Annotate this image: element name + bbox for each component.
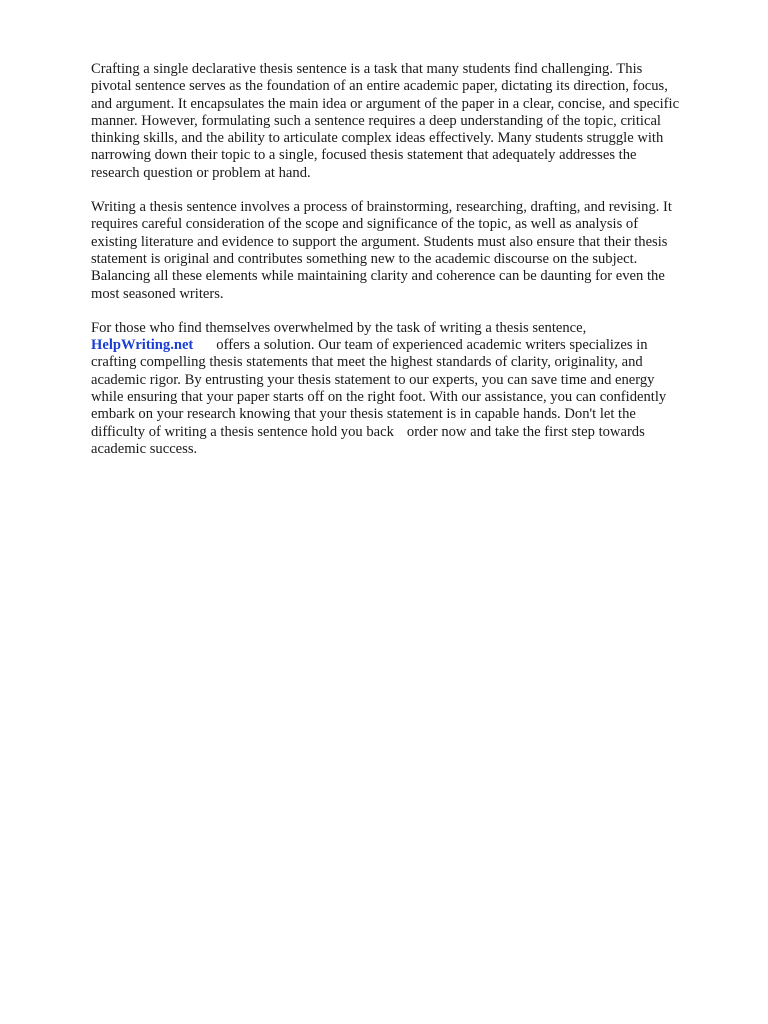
text-line: research question or problem at hand. [91, 164, 311, 181]
text-line: Balancing all these elements while maintaining clarity and coherence can be daunting for even the [91, 268, 665, 285]
text-line: narrowing down their topic to a single, focused thesis statement that adequately addresses the [91, 147, 637, 164]
text-fragment: order now and take the first step towards [406, 423, 645, 440]
text-line: embark on your research knowing that your thesis statement is in capable hands. Don't let the [91, 406, 636, 423]
text-fragment: difficulty of writing a thesis sentence hold you back [91, 423, 394, 440]
text-line: pivotal sentence serves as the foundation of an entire academic paper, dictating its direction, focus, [91, 78, 668, 95]
paragraph-2 [91, 199, 731, 303]
text-line [91, 424, 731, 441]
text-line: requires careful consideration of the scope and significance of the topic, as well as analysis of [91, 216, 639, 233]
paragraph-3 [91, 320, 731, 458]
text-line: For those who find themselves overwhelmed by the task of writing a thesis sentence, [91, 319, 587, 336]
text-line-with-link [91, 337, 731, 354]
text-line: Crafting a single declarative thesis sentence is a task that many students find challenging. This [91, 61, 643, 77]
document-page [91, 61, 731, 475]
text-fragment: offers a solution. Our team of experienced academic writers specializes in [216, 337, 648, 354]
text-line: Writing a thesis sentence involves a process of brainstorming, researching, drafting, and revising. It [91, 199, 672, 216]
text-line: while ensuring that your paper starts off on the right foot. With our assistance, you can confidently [91, 389, 667, 406]
text-line: and argument. It encapsulates the main idea or argument of the paper in a clear, concise, and specific [91, 95, 680, 112]
text-line: academic rigor. By entrusting your thesis statement to our experts, you can save time and energy [91, 371, 655, 388]
text-line: crafting compelling thesis statements that meet the highest standards of clarity, originality, and [91, 354, 643, 371]
text-line: most seasoned writers. [91, 285, 224, 302]
text-line: existing literature and evidence to support the argument. Students must also ensure that their thesis [91, 233, 668, 250]
text-line: manner. However, formulating such a sentence requires a deep understanding of the topic, critical [91, 112, 661, 129]
paragraph-1 [91, 61, 731, 182]
text-line: academic success. [91, 440, 198, 457]
text-line: thinking skills, and the ability to articulate complex ideas effectively. Many students struggle with [91, 130, 664, 147]
text-line: statement is original and contributes something new to the academic discourse on the subject. [91, 250, 638, 267]
helpwriting-link[interactable]: HelpWriting.net [91, 337, 194, 354]
